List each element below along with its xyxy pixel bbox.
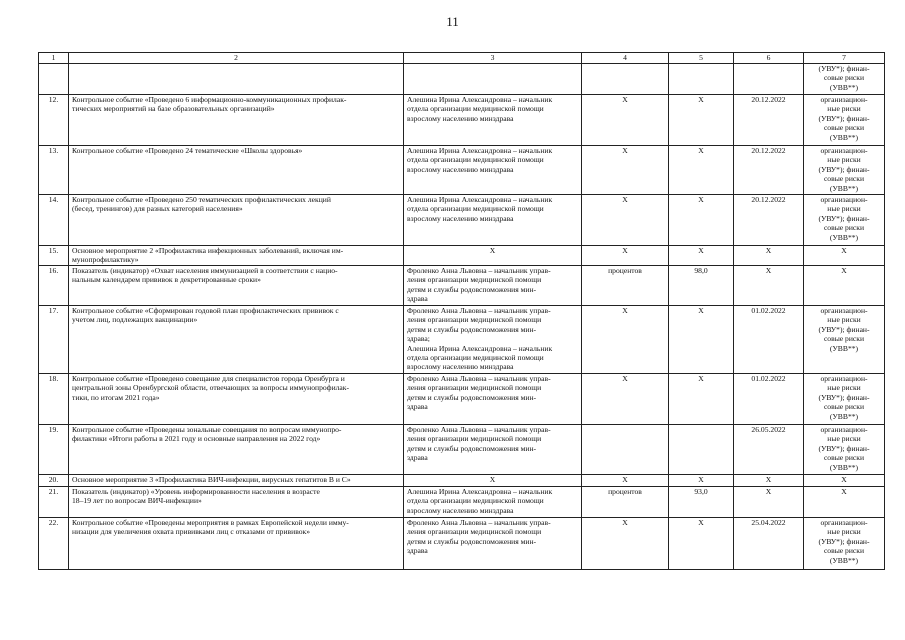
date-cell: 01.02.2022 (734, 374, 804, 425)
date-cell: X (734, 475, 804, 487)
row-number: 20. (39, 475, 69, 487)
value-cell: X (669, 306, 734, 374)
table-row (39, 146, 885, 195)
unit-cell: процентов (582, 487, 669, 518)
risk-cell: X (804, 246, 885, 266)
risk-cell: организацион- ные риски (УВУ*); финан- совые риски (УВВ**) (804, 518, 885, 570)
table-row (39, 195, 885, 246)
responsible-cell: Фроленко Анна Львовна – начальник управ- ления организации медицинской помощи детям и службы родовспоможения мин- здрава (404, 518, 582, 570)
event-cell: Контрольное событие «Проведены мероприятия в рамках Европейской недели имму- низации для увеличения охвата прививками лиц с отказами от прививок» (69, 518, 404, 570)
unit-cell (582, 425, 669, 475)
row-number: 19. (39, 425, 69, 475)
event-cell: Показатель (индикатор) «Уровень информированности населения в возрасте 18–19 лет по вопросам ВИЧ-инфекции» (69, 487, 404, 518)
unit-cell: X (582, 195, 669, 246)
column-header: 4 (582, 53, 669, 64)
event-cell: Контрольное событие «Проведено совещание для специалистов города Оренбурга и центральной зоны Оренбургской области, отвечающих за вопросы иммунопрофилак- тики, по итогам 2021 года» (69, 374, 404, 425)
page-number: 11 (446, 14, 459, 29)
date-cell: 25.04.2022 (734, 518, 804, 570)
row-number: 16. (39, 266, 69, 306)
responsible-cell: Фроленко Анна Львовна – начальник управ- ления организации медицинской помощи детям и службы родовспоможения мин- здрава (404, 425, 582, 475)
value-cell (669, 64, 734, 95)
row-number: 12. (39, 95, 69, 146)
date-cell (734, 64, 804, 95)
plan-table (38, 52, 885, 570)
date-cell: 01.02.2022 (734, 306, 804, 374)
event-cell: Контрольное событие «Сформирован годовой план профилактических прививок с учетом лиц, подлежащих вакцинации» (69, 306, 404, 374)
event-cell: Контрольное событие «Проведено 250 тематических профилактических лекций (бесед, тренингов) для разных категорий населения» (69, 195, 404, 246)
date-cell: 20.12.2022 (734, 146, 804, 195)
responsible-cell: Алешина Ирина Александровна – начальник отдела организации медицинской помощи взрослому населению минздрава (404, 487, 582, 518)
row-number: 18. (39, 374, 69, 425)
header-row (39, 53, 885, 64)
risk-cell: организацион- ные риски (УВУ*); финан- совые риски (УВВ**) (804, 195, 885, 246)
unit-cell: X (582, 475, 669, 487)
column-header: 1 (39, 53, 69, 64)
unit-cell: X (582, 306, 669, 374)
responsible-cell (404, 64, 582, 95)
risk-cell: организацион- ные риски (УВУ*); финан- совые риски (УВВ**) (804, 425, 885, 475)
responsible-cell: X (404, 475, 582, 487)
table-row (39, 64, 885, 95)
event-cell: Основное мероприятие 2 «Профилактика инфекционных заболеваний, включая им- мунопрофилактику» (69, 246, 404, 266)
date-cell: X (734, 246, 804, 266)
risk-cell: X (804, 266, 885, 306)
value-cell: X (669, 475, 734, 487)
event-cell: Контрольное событие «Проведено 24 тематические «Школы здоровья» (69, 146, 404, 195)
table-row (39, 266, 885, 306)
responsible-cell: X (404, 246, 582, 266)
date-cell: 20.12.2022 (734, 195, 804, 246)
value-cell: 93,0 (669, 487, 734, 518)
value-cell: X (669, 195, 734, 246)
unit-cell: X (582, 95, 669, 146)
responsible-cell: Фроленко Анна Львовна – начальник управ- ления организации медицинской помощи детям и службы родовспоможения мин- здрава; Алешина Ирина Александровна – начальник отдела организации медицинской помощи взрослому населению минздрава (404, 306, 582, 374)
row-number: 17. (39, 306, 69, 374)
value-cell: X (669, 518, 734, 570)
value-cell: X (669, 246, 734, 266)
risk-cell: X (804, 487, 885, 518)
risk-cell: организацион- ные риски (УВУ*); финан- совые риски (УВВ**) (804, 146, 885, 195)
column-header: 7 (804, 53, 885, 64)
date-cell: X (734, 266, 804, 306)
value-cell (669, 425, 734, 475)
risk-cell: организацион- ные риски (УВУ*); финан- совые риски (УВВ**) (804, 95, 885, 146)
table-row (39, 246, 885, 266)
event-cell: Показатель (индикатор) «Охват населения иммунизацией в соответствии с нацио- нальным календарем прививок в декретированные сроки» (69, 266, 404, 306)
risk-cell: организацион- ные риски (УВУ*); финан- совые риски (УВВ**) (804, 374, 885, 425)
event-cell: Контрольное событие «Проведено 6 информационно-коммуникационных профилак- тических мероприятий на базе образовательных организаций» (69, 95, 404, 146)
date-cell: X (734, 487, 804, 518)
row-number: 22. (39, 518, 69, 570)
risk-cell: X (804, 475, 885, 487)
unit-cell: процентов (582, 266, 669, 306)
responsible-cell: Фроленко Анна Львовна – начальник управ- ления организации медицинской помощи детям и службы родовспоможения мин- здрава (404, 266, 582, 306)
date-cell: 26.05.2022 (734, 425, 804, 475)
responsible-cell: Алешина Ирина Александровна – начальник отдела организации медицинской помощи взрослому населению минздрава (404, 95, 582, 146)
table-row (39, 425, 885, 475)
row-number (39, 64, 69, 95)
row-number: 13. (39, 146, 69, 195)
event-cell (69, 64, 404, 95)
responsible-cell: Фроленко Анна Львовна – начальник управ- ления организации медицинской помощи детям и службы родовспоможения мин- здрава (404, 374, 582, 425)
table-row (39, 518, 885, 570)
row-number: 15. (39, 246, 69, 266)
value-cell: X (669, 95, 734, 146)
value-cell: X (669, 146, 734, 195)
value-cell: X (669, 374, 734, 425)
unit-cell: X (582, 246, 669, 266)
risk-cell: (УВУ*); финан- совые риски (УВВ**) (804, 64, 885, 95)
column-header: 5 (669, 53, 734, 64)
unit-cell: X (582, 146, 669, 195)
table-row (39, 95, 885, 146)
column-header: 3 (404, 53, 582, 64)
responsible-cell: Алешина Ирина Александровна – начальник отдела организации медицинской помощи взрослому населению минздрава (404, 195, 582, 246)
risk-cell: организацион- ные риски (УВУ*); финан- совые риски (УВВ**) (804, 306, 885, 374)
row-number: 21. (39, 487, 69, 518)
responsible-cell: Алешина Ирина Александровна – начальник отдела организации медицинской помощи взрослому населению минздрава (404, 146, 582, 195)
row-number: 14. (39, 195, 69, 246)
event-cell: Контрольное событие «Проведены зональные совещания по вопросам иммунопро- филактики «Итоги работы в 2021 году и основные направления на 2022 год» (69, 425, 404, 475)
event-cell: Основное мероприятие 3 «Профилактика ВИЧ-инфекции, вирусных гепатитов В и С» (69, 475, 404, 487)
unit-cell (582, 64, 669, 95)
table-row (39, 306, 885, 374)
table-row (39, 487, 885, 518)
unit-cell: X (582, 518, 669, 570)
date-cell: 20.12.2022 (734, 95, 804, 146)
column-header: 2 (69, 53, 404, 64)
unit-cell: X (582, 374, 669, 425)
value-cell: 98,0 (669, 266, 734, 306)
column-header: 6 (734, 53, 804, 64)
table-row (39, 374, 885, 425)
table-row (39, 475, 885, 487)
